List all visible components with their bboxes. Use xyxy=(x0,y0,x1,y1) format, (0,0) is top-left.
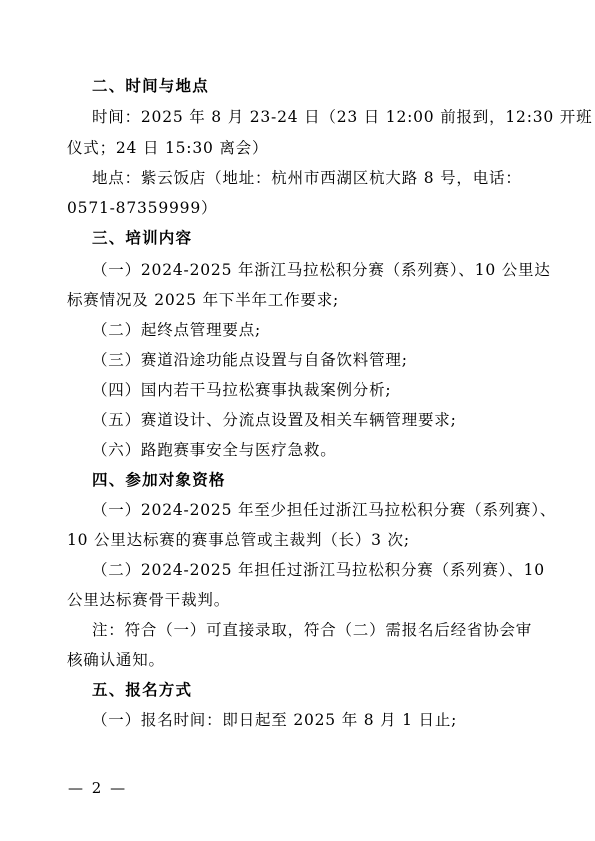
training-item1-line1: （一）2024-2025 年浙江马拉松积分赛（系列赛）、10 公里达 xyxy=(92,261,551,279)
time-text-line1: 时间：2025 年 8 月 23-24 日（23 日 12:00 前报到，12:30 开班 xyxy=(92,108,593,126)
registration-item1: （一）报名时间：即日起至 2025 年 8 月 1 日止; xyxy=(92,711,458,729)
section-heading-time-place: 二、时间与地点 xyxy=(92,77,209,95)
page-number: — 2 — xyxy=(68,779,128,797)
training-item2: （二）起终点管理要点; xyxy=(92,321,262,339)
training-item3: （三）赛道沿途功能点设置与自备饮料管理; xyxy=(92,351,408,369)
eligibility-note-line2: 核确认通知。 xyxy=(67,651,165,669)
eligibility-item1-line2: 10 公里达标赛的赛事总管或主裁判（长）3 次; xyxy=(67,531,410,549)
section-heading-training-content: 三、培训内容 xyxy=(92,229,193,247)
training-item1-line2: 标赛情况及 2025 年下半年工作要求; xyxy=(67,291,340,309)
place-text-line2: 0571-87359999） xyxy=(67,199,218,217)
eligibility-item1-line1: （一）2024-2025 年至少担任过浙江马拉松积分赛（系列赛）、 xyxy=(92,501,557,519)
eligibility-note-line1: 注：符合（一）可直接录取，符合（二）需报名后经省协会审 xyxy=(92,621,533,639)
training-item4: （四）国内若干马拉松赛事执裁案例分析; xyxy=(92,381,392,399)
time-text-line2: 仪式；24 日 15:30 离会） xyxy=(67,139,269,157)
training-item5: （五）赛道设计、分流点设置及相关车辆管理要求; xyxy=(92,411,457,429)
section-heading-eligibility: 四、参加对象资格 xyxy=(92,471,226,489)
eligibility-item2-line1: （二）2024-2025 年担任过浙江马拉松积分赛（系列赛）、10 xyxy=(92,561,545,579)
training-item6: （六）路跑赛事安全与医疗急救。 xyxy=(92,441,337,459)
place-text-line1: 地点：紫云饭店（地址：杭州市西湖区杭大路 8 号，电话： xyxy=(92,169,522,187)
section-heading-registration: 五、报名方式 xyxy=(92,681,193,699)
eligibility-item2-line2: 公里达标赛骨干裁判。 xyxy=(67,591,231,609)
